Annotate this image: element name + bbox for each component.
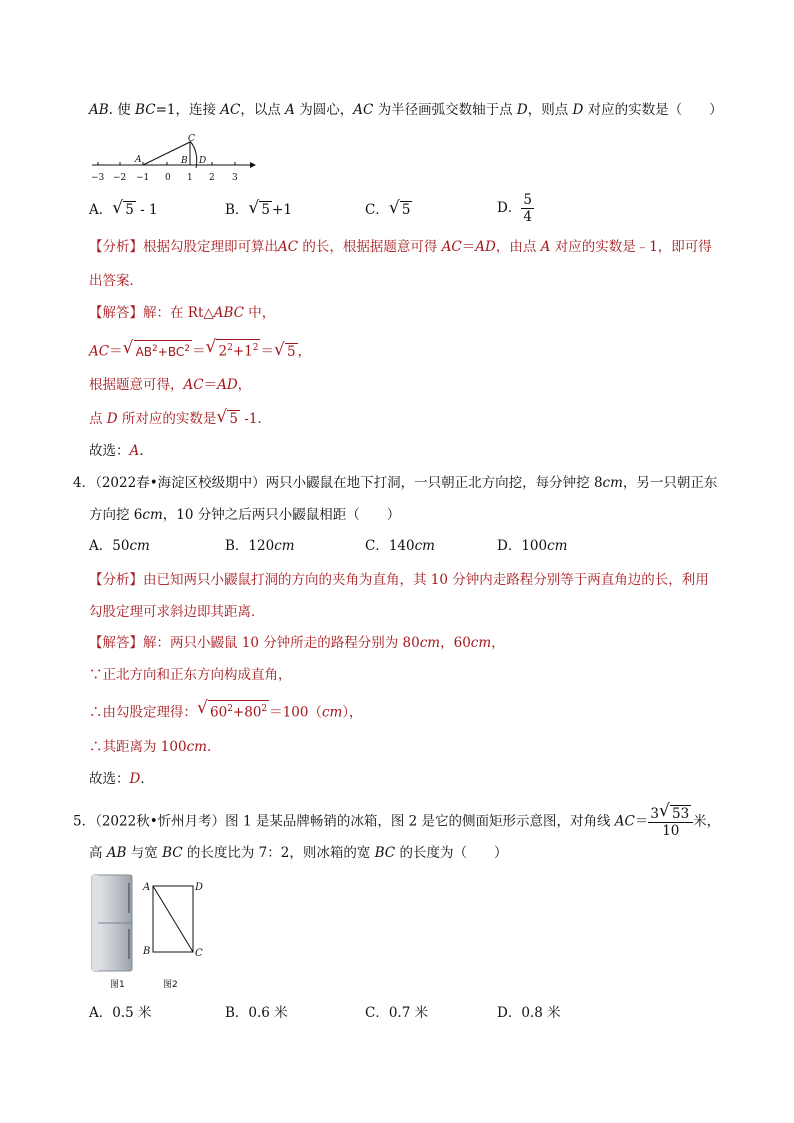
tick-label: −3 — [91, 173, 105, 183]
q5-option-b[interactable]: B．0.6 米 — [225, 1005, 288, 1021]
tick-label: −2 — [113, 173, 127, 183]
q4-analysis-line2: 勾股定理可求斜边即其距离． — [89, 604, 265, 620]
q3-equation: AC＝ √ $AB^2+BC^2$ ＝ √ $2^2+1^2$ ＝ √ 5 ， — [89, 337, 312, 360]
q4-option-d[interactable]: D．100cm — [497, 538, 568, 554]
point-label-d: D — [199, 156, 207, 166]
tick-label: 3 — [232, 173, 238, 183]
q3-analysis-line2: 出答案． — [89, 273, 143, 289]
q4-analysis: 【分析】由已知两只小鼹鼠打洞的方向的夹角为直角，其 10 分钟内走路程分别等于两直角边的长，利用 — [89, 572, 709, 588]
q5-stem-line2: 高 AB 与宽 BC 的长度比为 7：2，则冰箱的宽 BC 的长度为（ ） — [89, 845, 508, 861]
q3-option-d[interactable]: D． $\frac{5}{4}$ — [497, 192, 532, 225]
q3-analysis: 【分析】根据勾股定理即可算出AC 的长，根据据题意可得 AC＝AD，由点 A 对应的实数是﹣1，即可得 — [89, 239, 712, 255]
q4-option-a[interactable]: A．50cm — [89, 538, 150, 554]
q5-stem: 5．（2022秋•忻州月考）图 1 是某品牌畅销的冰箱，图 2 是它的侧面矩形示意图，对角线 AC＝ 3 √ 53 10 米， — [73, 801, 721, 839]
arc — [190, 141, 197, 168]
vertex-label-a: A — [143, 882, 151, 893]
q3-option-a[interactable]: A． √ 5 - 1 — [89, 198, 158, 218]
point-label-c: C — [188, 134, 195, 144]
q4-because: ∵正北方向和正东方向构成直角， — [89, 667, 292, 683]
rectangle-figure — [140, 878, 202, 958]
q5-option-d[interactable]: D．0.8 米 — [497, 1005, 561, 1021]
q3-solution: 【解答】解：在 Rt△ABC 中， — [89, 305, 276, 321]
tick-label: 0 — [165, 173, 171, 183]
tick-label: 1 — [187, 173, 193, 183]
q4-therefore-2: ∴其距离为 100cm． — [89, 739, 221, 755]
vertex-label-d: D — [195, 882, 204, 893]
q4-option-c[interactable]: C．140cm — [365, 538, 435, 554]
tick-label: 2 — [209, 173, 215, 183]
tick-label: −1 — [136, 173, 150, 183]
q3-choice: 故选：A． — [89, 443, 153, 459]
q5-option-c[interactable]: C．0.7 米 — [365, 1005, 429, 1021]
q3-option-b[interactable]: B． √ 5 +1 — [225, 198, 292, 218]
q3-line-b: 点 D 所对应的实数是 √ 5 -1． — [89, 407, 271, 427]
q4-therefore-1: ∴由勾股定理得： √ $60^2+80^2 =100(cm)$， — [89, 698, 363, 721]
q3-option-c[interactable]: C． √ 5 — [365, 198, 411, 218]
q4-stem: 4．（2022春•海淀区校级期中）两只小鼹鼠在地下打洞，一只朝正北方向挖，每分钟挖 8cm，另一只朝正东 — [73, 475, 718, 491]
point-label-a: A — [135, 155, 142, 165]
q4-option-b[interactable]: B．120cm — [225, 538, 295, 554]
q4-choice: 故选：D． — [89, 771, 154, 787]
number-line-figure — [88, 132, 258, 186]
vertex-label-c: C — [195, 948, 203, 959]
q3-stem: AB. 使 BC=1，连接 AC，以点 A 为圆心，AC 为半径画弧交数轴于点 D，则点 D 对应的实数是（ ） — [89, 102, 723, 118]
fridge-figure — [88, 873, 138, 973]
fig1-label: 图1 — [110, 980, 125, 990]
point-label-b: B — [181, 156, 188, 166]
q3-line-a: 根据题意可得，AC＝AD， — [89, 377, 252, 393]
fig2-label: 图2 — [163, 980, 178, 990]
vertex-label-b: B — [143, 946, 151, 957]
q4-solution: 【解答】解：两只小鼹鼠 10 分钟所走的路程分别为 80cm，60cm， — [89, 635, 505, 651]
q4-stem-line2: 方向挖 6cm，10 分钟之后两只小鼹鼠相距（ ） — [89, 507, 401, 523]
q5-option-a[interactable]: A．0.5 米 — [89, 1005, 152, 1021]
